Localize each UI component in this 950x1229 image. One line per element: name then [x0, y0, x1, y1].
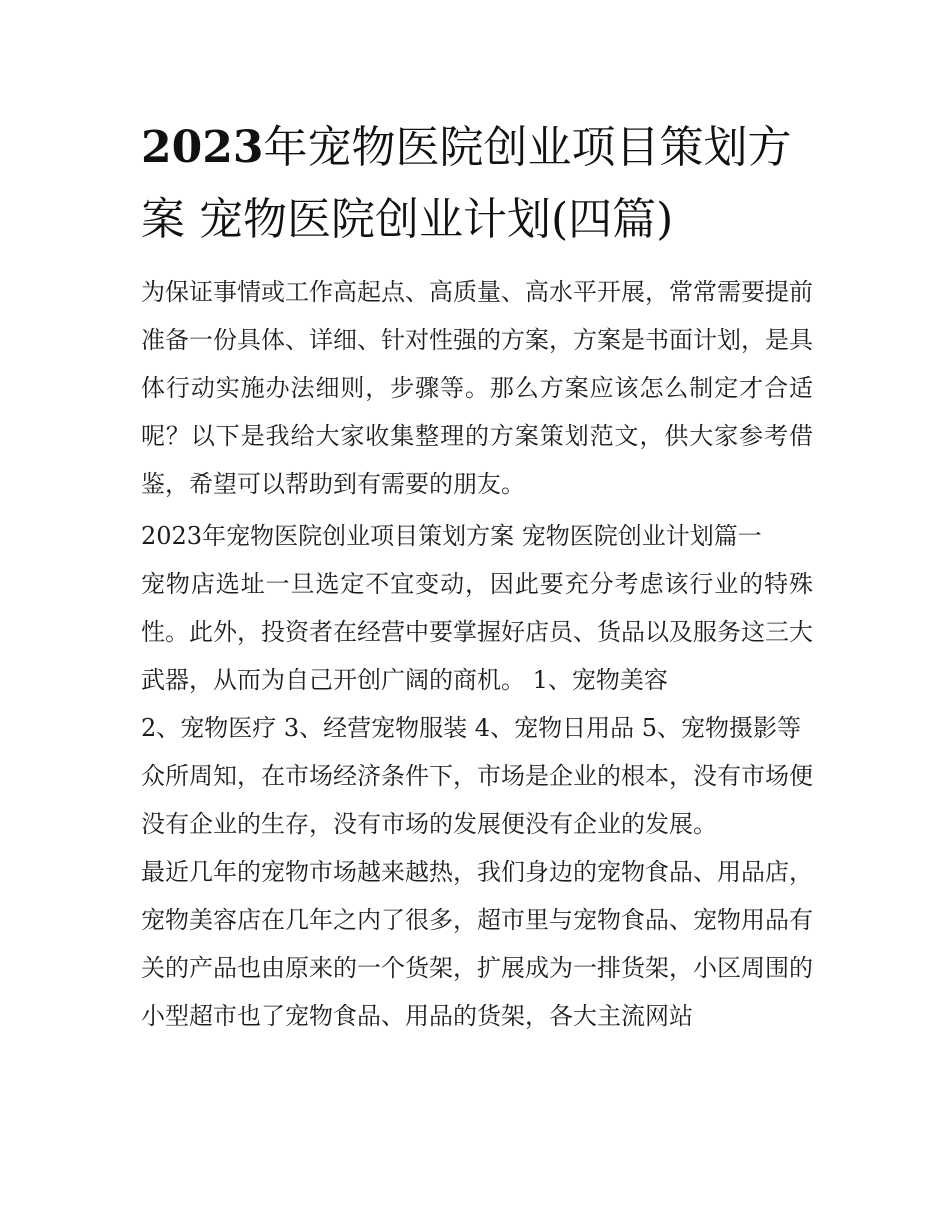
section-heading: 2023年宠物医院创业项目策划方案 宠物医院创业计划篇一: [141, 522, 762, 550]
document-title: [141, 112, 813, 256]
title-text: 年宠物医院创业项目策划方案 宠物医院创业计划(四篇): [141, 122, 792, 245]
intro-paragraph: 为保证事情或工作高起点、高质量、高水平开展，常常需要提前准备一份具体、详细、针对性强的方案，方案是书面计划，是具体行动实施办法细则，步骤等。那么方案应该怎么制定才合适呢？以下是我给大家收集整理的方案策划范文，供大家参考借鉴，希望可以帮助到有需要的朋友。: [141, 278, 813, 498]
title-year: 2023: [141, 122, 264, 173]
body-paragraph: 宠物店选址一旦选定不宜变动，因此要充分考虑该行业的特殊性。此外，投资者在经营中要掌握好店员、货品以及服务这三大武器，从而为自己开创广阔的商机。 1、宠物美容: [141, 570, 813, 694]
body-paragraph: 最近几年的宠物市场越来越热，我们身边的宠物食品、用品店，宠物美容店在几年之内了很多，超市里与宠物食品、宠物用品有关的产品也由原来的一个货架，扩展成为一排货架，小区周围的小型超市也了宠物食品、用品的货架，各大主流网站: [141, 858, 813, 1030]
body-paragraph: 众所周知，在市场经济条件下，市场是企业的根本，没有市场便没有企业的生存，没有市场的发展便没有企业的发展。: [141, 762, 813, 838]
document-body: [141, 112, 813, 1040]
body-paragraph: 2、宠物医疗 3、经营宠物服装 4、宠物日用品 5、宠物摄影等: [141, 714, 801, 742]
